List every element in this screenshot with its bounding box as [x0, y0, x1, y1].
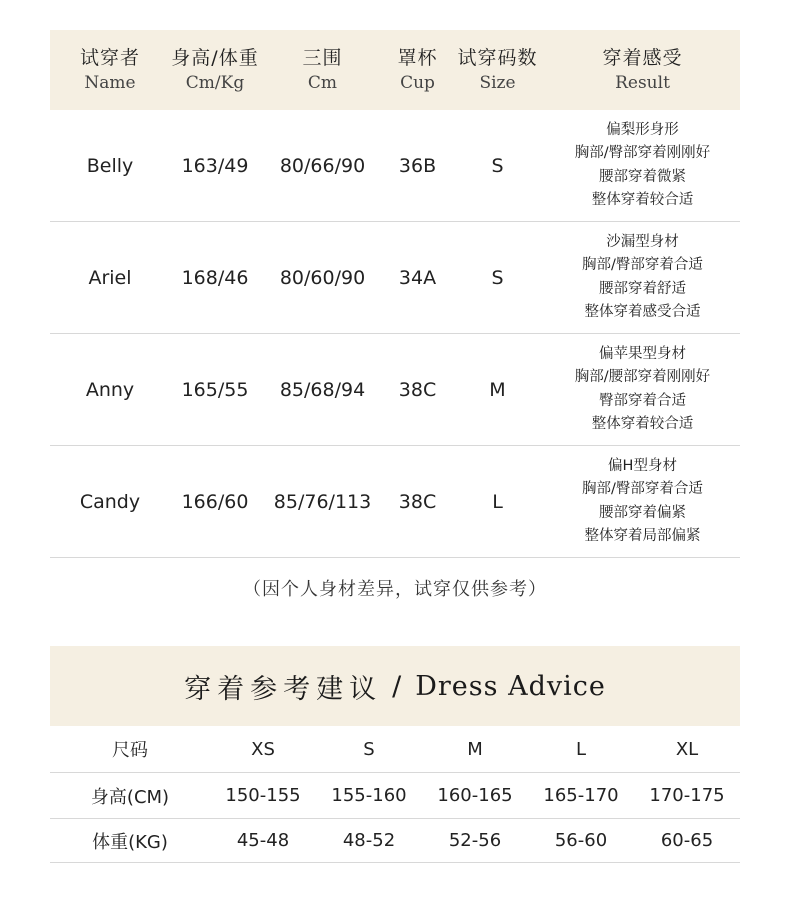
- disclaimer-note: （因个人身材差异，试穿仅供参考）: [243, 579, 547, 600]
- weight-cell: 45-48: [236, 830, 290, 851]
- advice-title-en: Dress Advice: [415, 670, 606, 702]
- tester-result: [545, 222, 740, 333]
- height-row: [50, 773, 740, 819]
- tester-measurements: 80/60/90: [279, 266, 366, 289]
- size-cell: XS: [251, 738, 275, 760]
- header-size-zh: 试穿码数: [457, 46, 538, 69]
- result-line: 整体穿着感受合适: [584, 304, 701, 320]
- header-result-zh: 穿着感受: [602, 46, 683, 69]
- tester-height-weight: 166/60: [181, 490, 249, 513]
- weight-cell: 56-60: [554, 830, 608, 851]
- size-cell: M: [467, 738, 483, 760]
- result-line: 臀部穿着合适: [599, 392, 686, 409]
- header-measurements: [260, 30, 385, 110]
- tester-measurements: 85/76/113: [273, 490, 372, 513]
- header-height-weight-zh: 身高/体重: [171, 46, 259, 69]
- header-measurements-en: Cm: [307, 72, 338, 93]
- tester-result: [545, 110, 740, 221]
- size-row-label: 尺码: [112, 740, 148, 761]
- result-line: 偏梨形身形: [606, 121, 679, 138]
- header-cup-zh: 罩杯: [397, 46, 438, 69]
- tester-measurements: 80/66/90: [279, 154, 366, 177]
- tester-height-weight: 168/46: [181, 266, 249, 289]
- tester-cup: 36B: [398, 154, 437, 177]
- result-line: 整体穿着较合适: [591, 192, 694, 208]
- table-row: [50, 334, 740, 446]
- result-line: 整体穿着较合适: [591, 416, 694, 432]
- header-size-en: Size: [479, 72, 516, 93]
- header-name: [50, 30, 170, 110]
- header-result-en: Result: [615, 72, 670, 93]
- weight-cell: 48-52: [342, 830, 396, 851]
- tester-height-weight: 165/55: [181, 378, 249, 401]
- height-cell: 160-165: [437, 785, 513, 806]
- weight-cell: 60-65: [660, 830, 714, 851]
- size-row: [50, 726, 740, 773]
- height-cell: 155-160: [331, 785, 407, 806]
- header-cup-en: Cup: [400, 72, 435, 93]
- height-row-label: 身高(CM): [90, 786, 170, 808]
- height-cell: 150-155: [225, 785, 301, 806]
- tester-size: M: [489, 378, 506, 401]
- tester-name: Candy: [79, 490, 141, 513]
- size-chart-table: [50, 726, 740, 863]
- advice-title-zh: 穿着参考建议: [184, 673, 383, 705]
- tester-size: S: [491, 266, 504, 289]
- result-line: 偏苹果型身材: [599, 345, 686, 362]
- header-name-en: Name: [84, 72, 136, 93]
- tester-result: [545, 446, 740, 557]
- result-line: 胸部/臀部穿着刚刚好: [574, 145, 711, 161]
- tester-cup: 34A: [398, 266, 437, 289]
- tester-result: [545, 334, 740, 445]
- header-result: [545, 30, 740, 110]
- header-cup: [385, 30, 450, 110]
- tester-cup: 38C: [398, 490, 437, 513]
- weight-cell: 52-56: [448, 830, 502, 851]
- tester-cup: 38C: [398, 378, 437, 401]
- tester-height-weight: 163/49: [181, 154, 249, 177]
- advice-separator: /: [392, 670, 402, 702]
- fit-table-header: [50, 30, 740, 110]
- header-measurements-zh: 三围: [302, 46, 343, 69]
- tester-name: Belly: [86, 154, 134, 177]
- tester-size: L: [492, 490, 503, 513]
- result-line: 腰部穿着偏紧: [599, 504, 686, 521]
- result-line: 腰部穿着微紧: [599, 168, 686, 185]
- size-cell: L: [575, 738, 587, 760]
- size-cell: XL: [675, 738, 699, 760]
- table-row: [50, 446, 740, 558]
- dress-advice-banner: [50, 646, 740, 726]
- tester-size: S: [491, 154, 504, 177]
- header-name-zh: 试穿者: [79, 46, 140, 69]
- result-line: 偏H型身材: [608, 457, 677, 474]
- result-line: 腰部穿着舒适: [599, 280, 686, 297]
- tester-name: Ariel: [88, 266, 132, 289]
- result-line: 胸部/腰部穿着刚刚好: [574, 369, 711, 385]
- weight-row: [50, 819, 740, 863]
- height-cell: 165-170: [543, 785, 619, 806]
- result-line: 胸部/臀部穿着合适: [582, 257, 703, 273]
- header-size: [450, 30, 545, 110]
- header-height-weight: [170, 30, 260, 110]
- height-cell: 170-175: [649, 785, 725, 806]
- result-line: 胸部/臀部穿着合适: [582, 481, 703, 497]
- tester-measurements: 85/68/94: [279, 378, 366, 401]
- result-line: 整体穿着局部偏紧: [584, 528, 701, 544]
- header-height-weight-en: Cm/Kg: [185, 72, 245, 93]
- weight-row-label: 体重(KG): [92, 831, 168, 853]
- tester-name: Anny: [85, 378, 135, 401]
- size-cell: S: [363, 738, 375, 760]
- fit-test-table: [50, 30, 740, 558]
- table-row: [50, 110, 740, 222]
- table-row: [50, 222, 740, 334]
- result-line: 沙漏型身材: [606, 233, 679, 250]
